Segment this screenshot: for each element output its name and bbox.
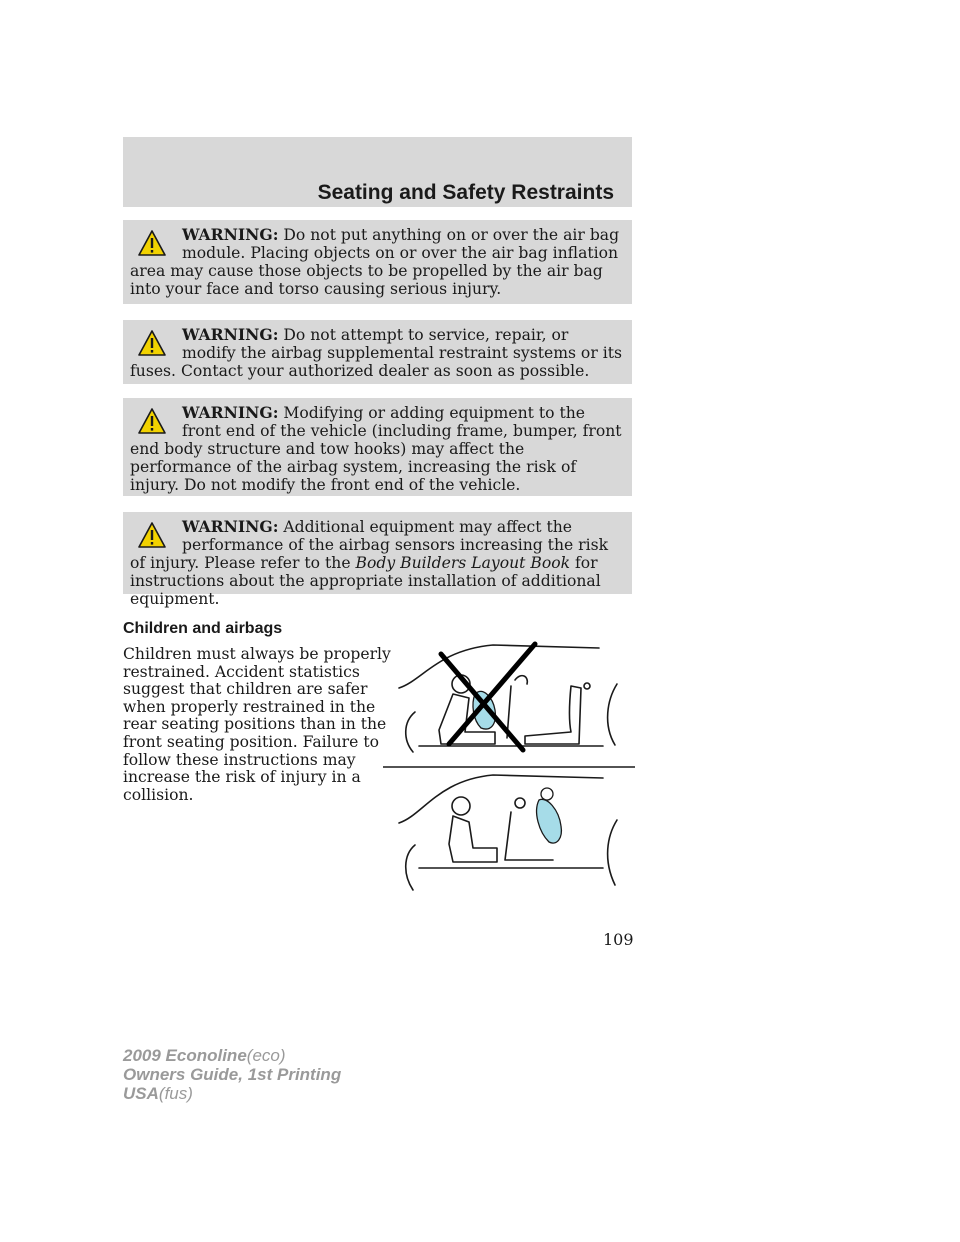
child-seating-illustration bbox=[383, 640, 635, 896]
crossed-out-x-icon bbox=[441, 644, 535, 750]
warning-box-1 bbox=[123, 220, 632, 304]
section-heading: Children and airbags bbox=[123, 620, 283, 637]
warning-triangle-icon bbox=[137, 329, 167, 357]
warning-text-2 bbox=[130, 326, 622, 380]
warning-text-4 bbox=[130, 518, 622, 608]
section-body bbox=[123, 646, 391, 804]
warning-triangle-icon bbox=[137, 229, 167, 257]
footer bbox=[123, 1046, 341, 1103]
footer-model-code: (eco) bbox=[246, 1046, 286, 1065]
warning-body-after: for instructions about the appropriate installation of additional equipment. bbox=[130, 554, 601, 608]
warning-triangle-icon bbox=[137, 407, 167, 435]
body-paragraph: Children must always be properly restrained. Accident statistics suggest that children are safer when properly restrained in the rear seating positions than in the front seating position. Failure to follow these instructions may increase the risk of injury in a collision. bbox=[123, 645, 391, 804]
rear-child-head bbox=[541, 788, 553, 800]
warning-body: Do not put anything on or over the air bag module. Placing objects on or over the air bag inflation area may cause those objects to be propelled by the air bag into your face and torso causing serious injury. bbox=[130, 226, 620, 298]
warning-body: Do not attempt to service, repair, or modify the airbag supplemental restraint systems or its fuses. Contact your authorized dealer as soon as possible. bbox=[130, 326, 622, 380]
rear-child-seat bbox=[537, 799, 562, 843]
warning-text-3 bbox=[130, 404, 622, 494]
footer-model: 2009 Econoline bbox=[123, 1046, 247, 1065]
warning-triangle-icon bbox=[137, 521, 167, 549]
section-title: Seating and Safety Restraints bbox=[317, 181, 614, 204]
warning-box-2 bbox=[123, 320, 632, 384]
book-title: Body Builders Layout Book bbox=[355, 554, 571, 572]
warning-box-3 bbox=[123, 398, 632, 496]
warning-label: WARNING: bbox=[182, 225, 279, 244]
warning-body-before: Additional equipment may affect the performance of the airbag sensors increasing the risk of injury. Please refer to the bbox=[130, 518, 609, 572]
warning-label: WARNING: bbox=[182, 403, 279, 422]
warning-label: WARNING: bbox=[182, 517, 279, 536]
warning-body: Modifying or adding equipment to the front end of the vehicle (including frame, bumper, front end body structure and tow hooks) may affect the performance of the airbag system, increasing the risk of injury. Do not modify the front end of the vehicle. bbox=[130, 404, 622, 494]
footer-market: USA bbox=[123, 1084, 159, 1103]
warning-box-4 bbox=[123, 512, 632, 608]
page-number: 109 bbox=[603, 930, 634, 949]
footer-market-code: (fus) bbox=[158, 1084, 193, 1103]
footer-line-3 bbox=[123, 1084, 341, 1103]
warning-label: WARNING: bbox=[182, 325, 279, 344]
warning-text-1 bbox=[130, 226, 622, 298]
vehicle-rear-seat-child-correct bbox=[399, 775, 617, 890]
section-header-bar bbox=[123, 137, 632, 207]
footer-line-1 bbox=[123, 1046, 341, 1065]
footer-line-2: Owners Guide, 1st Printing bbox=[123, 1065, 342, 1084]
